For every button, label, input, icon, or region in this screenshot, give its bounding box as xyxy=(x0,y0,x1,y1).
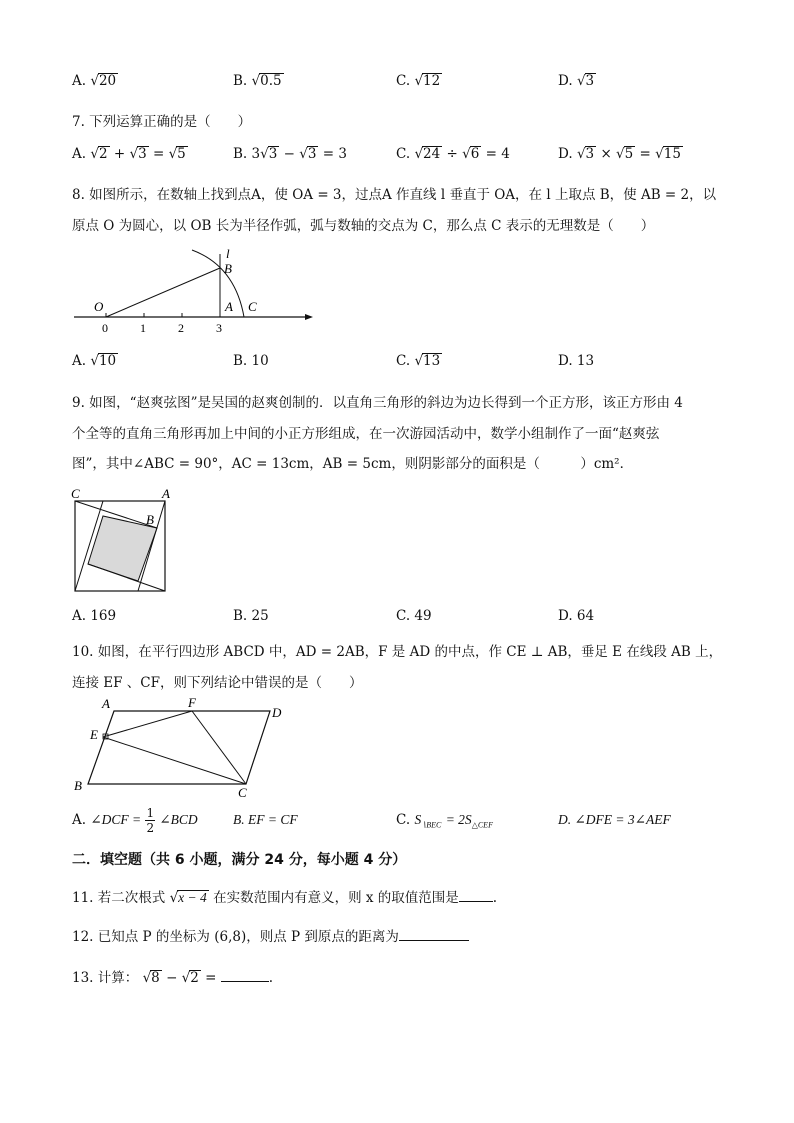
radicand: 3 xyxy=(585,73,595,89)
label-B: B xyxy=(224,261,232,276)
q9-stem-line3: 图”，其中∠ABC = 90°，AC = 13cm，AB = 5cm，则阴影部分的面积是（ ）cm²． xyxy=(72,456,634,472)
tick-label-3: 3 xyxy=(216,321,222,335)
radicand: 5 xyxy=(624,146,634,162)
option-label: C. xyxy=(396,146,411,162)
sqrt-symbol: √ xyxy=(90,73,99,89)
sqrt-symbol: √ xyxy=(414,353,424,369)
radicand: 10 xyxy=(98,353,117,369)
sqrt-symbol: √ xyxy=(181,970,191,986)
tick-label-1: 1 xyxy=(140,321,146,335)
q9-option-c[interactable]: C. 49 xyxy=(396,608,432,624)
operator: = xyxy=(152,146,165,162)
sqrt-symbol: √ xyxy=(169,890,179,906)
radicand: 0.5 xyxy=(260,73,282,89)
operator: = xyxy=(205,970,217,986)
label-C: C xyxy=(238,785,247,800)
q10-option-b[interactable]: B. EF = CF xyxy=(233,812,298,827)
radicand: 8 xyxy=(151,970,160,986)
sqrt-symbol: √ xyxy=(142,970,152,986)
radicand: 3 xyxy=(268,146,278,162)
q9-stem-line2: 个全等的直角三角形再加上中间的小正方形组成，在一次游园活动中，数学小组制作了一面“赵爽弦 xyxy=(72,426,660,442)
expression: = 2S xyxy=(445,812,472,827)
area-symbol: S xyxy=(414,812,422,827)
expression-right: ∠BCD xyxy=(159,812,198,827)
option-label: C. xyxy=(396,353,411,369)
sqrt-symbol: √ xyxy=(90,353,99,369)
option-label: A. xyxy=(72,146,87,162)
q8-option-b[interactable]: B. 10 xyxy=(233,353,269,369)
answer-blank[interactable] xyxy=(221,967,269,982)
q7-option-a[interactable] xyxy=(72,146,188,162)
q6-option-d[interactable] xyxy=(558,73,596,89)
q9-option-d[interactable]: D. 64 xyxy=(558,608,595,624)
sqrt-symbol: √ xyxy=(576,73,586,89)
label-O: O xyxy=(94,299,104,314)
label-A: A xyxy=(102,696,110,711)
radicand: 2 xyxy=(98,146,108,162)
segment-FC xyxy=(192,711,246,784)
radicand: 2 xyxy=(190,970,199,986)
q11-text-pre: 11. 若二次根式 xyxy=(72,890,166,906)
coefficient: 3 xyxy=(251,146,261,162)
option-label: C. xyxy=(396,73,411,89)
radicand: 3 xyxy=(585,146,595,162)
sqrt-symbol: √ xyxy=(168,146,178,162)
sqrt-symbol: √ xyxy=(462,146,471,162)
parallelogram-ABCD xyxy=(88,711,270,784)
label-C: C xyxy=(71,486,80,501)
subscript: ∖BEC xyxy=(421,820,442,830)
radicand: 3 xyxy=(307,146,317,162)
label-B: B xyxy=(74,778,82,793)
q8-option-a[interactable] xyxy=(72,353,118,369)
segment-EF xyxy=(103,711,192,737)
q7-option-c[interactable] xyxy=(396,146,510,162)
section-2-heading: 二．填空题（共 6 小题，满分 24 分，每小题 4 分） xyxy=(72,852,407,868)
sqrt-symbol: √ xyxy=(576,146,586,162)
q6-option-b[interactable] xyxy=(233,73,284,89)
radicand: 3 xyxy=(138,146,147,162)
result: = 4 xyxy=(485,146,510,162)
sqrt-symbol: √ xyxy=(655,146,664,162)
q8-stem-line2: 原点 O 为圆心，以 OB 长为半径作弧，弧与数轴的交点为 C，那么点 C 表示的无理数是（ ） xyxy=(72,218,655,234)
subscript: △CEF xyxy=(471,820,493,830)
sqrt-symbol: √ xyxy=(90,146,99,162)
option-label: B. xyxy=(233,73,248,89)
sqrt-symbol: √ xyxy=(616,146,625,162)
operator: = xyxy=(639,146,651,162)
label-C: C xyxy=(248,299,257,314)
radicand: 12 xyxy=(423,73,441,89)
fraction-one-half xyxy=(145,806,155,835)
radicand: 13 xyxy=(423,353,441,369)
q8-option-c[interactable] xyxy=(396,353,442,369)
q8-stem-line1: 8. 如图所示，在数轴上找到点A，使 OA = 3，过点A 作直线 l 垂直于 OA，在 l 上取点 B，使 AB = 2，以 xyxy=(72,187,717,203)
label-F: F xyxy=(188,695,196,710)
option-label: A. xyxy=(72,812,87,828)
q10-option-c[interactable] xyxy=(396,812,493,830)
option-label: D. xyxy=(558,146,573,162)
q13-stem xyxy=(72,966,273,986)
q7-stem: 7. 下列运算正确的是（ ） xyxy=(72,114,252,130)
parallelogram-figure xyxy=(70,692,300,802)
answer-blank[interactable] xyxy=(459,887,493,902)
option-label: A. xyxy=(72,353,87,369)
operator: ÷ xyxy=(446,146,458,162)
sqrt-symbol: √ xyxy=(260,146,269,162)
radicand: 24 xyxy=(423,146,441,162)
label-E: E xyxy=(90,727,98,742)
segment-EC xyxy=(103,737,246,784)
option-label: A. xyxy=(72,73,87,89)
operator: − xyxy=(166,970,178,986)
numerator: 1 xyxy=(146,806,155,820)
period: . xyxy=(268,970,274,986)
expression-left: ∠DCF = xyxy=(90,812,142,827)
q11-stem xyxy=(72,886,497,906)
result: = 3 xyxy=(322,146,347,162)
label-D: D xyxy=(272,705,282,720)
q9-option-a[interactable]: A. 169 xyxy=(72,608,117,624)
sqrt-symbol: √ xyxy=(299,146,308,162)
q12-stem xyxy=(72,925,469,945)
q13-text-pre: 13. 计算： xyxy=(72,970,139,986)
sqrt-symbol: √ xyxy=(414,73,424,89)
q6-option-c[interactable] xyxy=(396,73,442,89)
label-A: A xyxy=(162,486,170,501)
q10-option-a[interactable] xyxy=(72,806,198,835)
radicand: 20 xyxy=(98,73,117,89)
q10-stem-line2: 连接 EF 、CF，则下列结论中错误的是（ ） xyxy=(72,675,363,691)
axis-arrow xyxy=(305,314,313,320)
arc-OB xyxy=(192,250,244,317)
sqrt-symbol: √ xyxy=(251,73,261,89)
option-label: C. xyxy=(396,812,411,828)
label-A: A xyxy=(225,299,233,314)
denominator: 2 xyxy=(146,821,155,835)
q9-stem-line1: 9. 如图，“赵爽弦图”是吴国的赵爽创制的．以直角三角形的斜边为边长得到一个正方形，该正方形由 4 xyxy=(72,395,683,411)
label-l: l xyxy=(226,246,230,261)
radicand: x − 4 xyxy=(178,890,207,905)
q10-option-d[interactable]: D. ∠DFE = 3∠AEF xyxy=(558,812,671,827)
q9-option-b[interactable]: B. 25 xyxy=(233,608,269,624)
q11-text-post: 在实数范围内有意义，则 x 的取值范围是 xyxy=(213,890,459,906)
tick-label-2: 2 xyxy=(178,321,184,335)
operator: − xyxy=(283,146,295,162)
radicand: 5 xyxy=(177,146,186,162)
period: . xyxy=(492,890,498,906)
sqrt-symbol: √ xyxy=(414,146,424,162)
q7-option-d[interactable] xyxy=(558,146,683,162)
q6-option-a[interactable] xyxy=(72,73,118,89)
radicand: 15 xyxy=(663,146,681,162)
label-B: B xyxy=(146,512,154,527)
operator: + xyxy=(113,146,126,162)
number-line-figure xyxy=(70,244,320,336)
option-label: B. xyxy=(233,146,248,162)
radicand: 6 xyxy=(470,146,480,162)
q8-option-d[interactable]: D. 13 xyxy=(558,353,595,369)
option-label: D. xyxy=(558,73,573,89)
tick-label-0: 0 xyxy=(102,321,108,335)
sqrt-symbol: √ xyxy=(129,146,139,162)
zhao-shuang-figure xyxy=(68,486,178,596)
operator: × xyxy=(600,146,612,162)
q12-text: 12. 已知点 P 的坐标为 (6,8)，则点 P 到原点的距离为 xyxy=(72,929,399,945)
answer-blank[interactable] xyxy=(399,926,469,941)
q10-stem-line1: 10. 如图，在平行四边形 ABCD 中，AD = 2AB，F 是 AD 的中点，作 CE ⊥ AB，垂足 E 在线段 AB 上， xyxy=(72,644,723,660)
q7-option-b[interactable] xyxy=(233,146,347,162)
segment-OB xyxy=(106,268,220,317)
